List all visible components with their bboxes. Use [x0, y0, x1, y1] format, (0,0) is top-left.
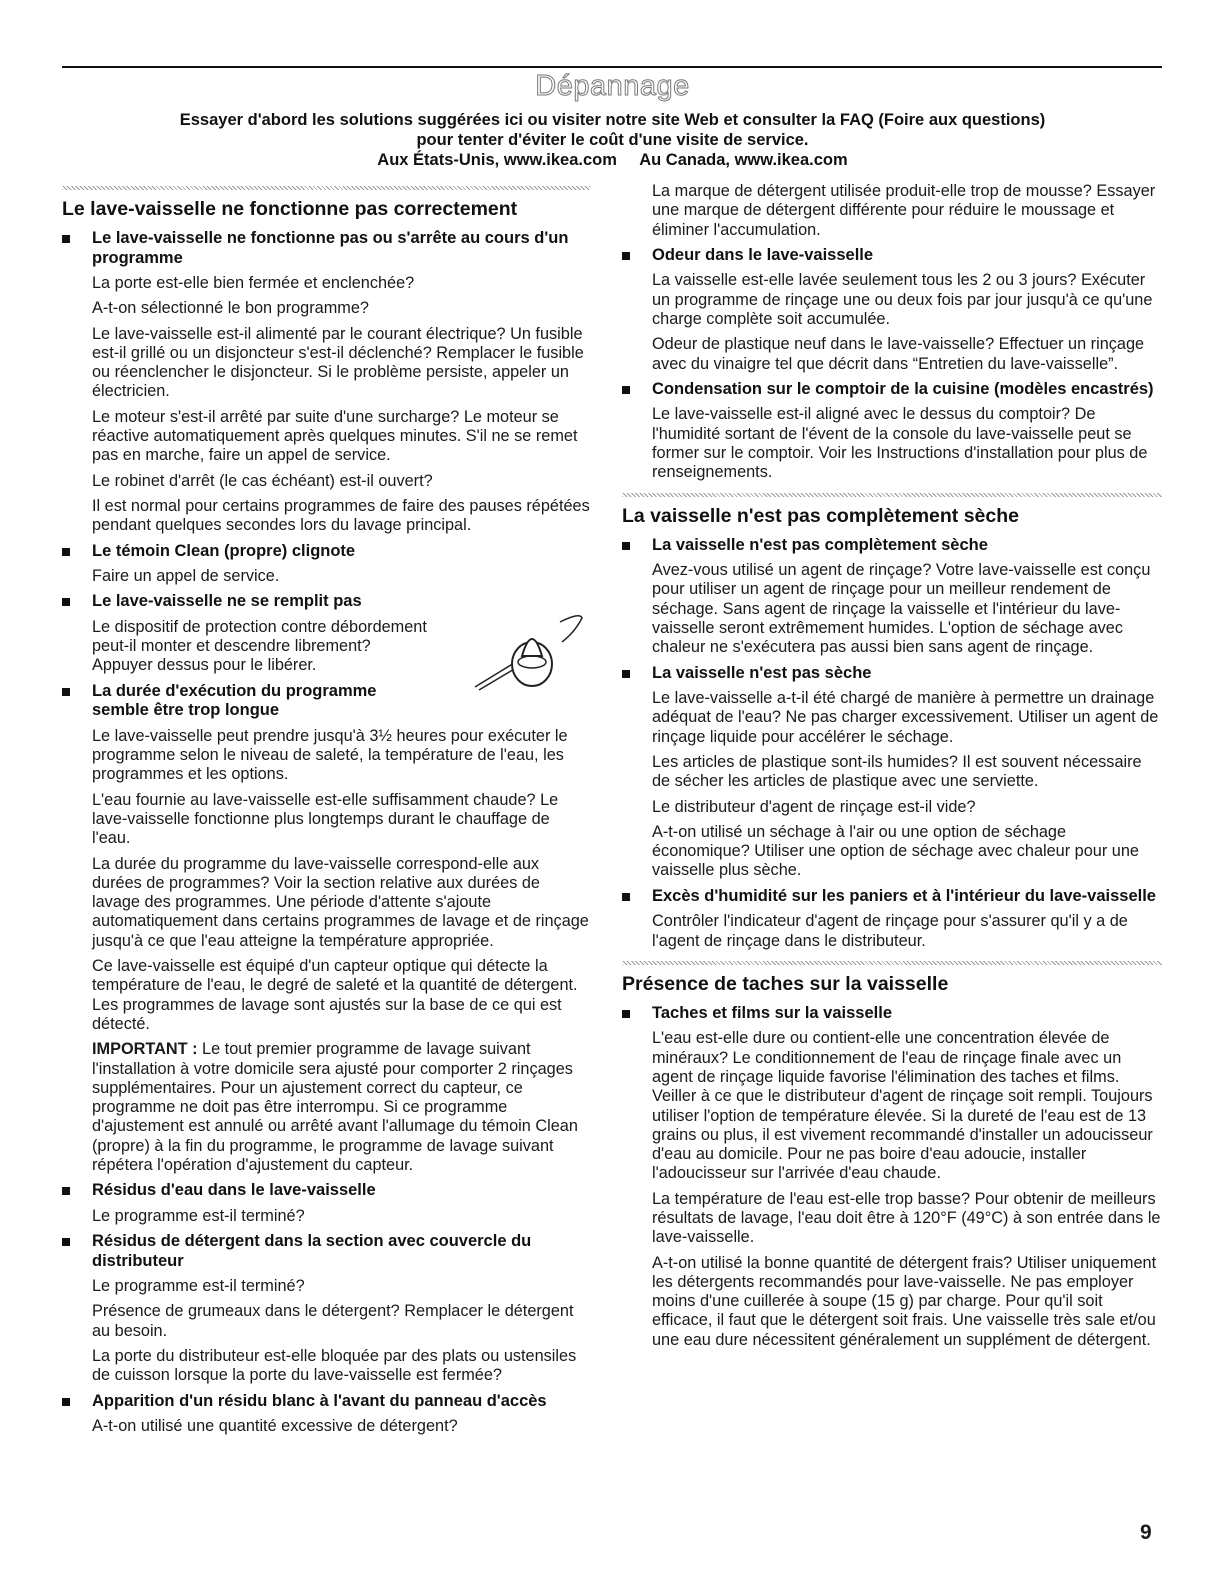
item-text: La porte du distributeur est-elle bloquée par des plats ou ustensiles de cuisson lorsque la porte du lave-vaisselle est fermée? [92, 1346, 577, 1385]
bullet-icon [622, 542, 630, 550]
item-text: Les articles de plastique sont-ils humides? Il est souvent nécessaire de sécher les articles de plastique avec une serviette. [652, 752, 1142, 791]
item-question: Excès d'humidité sur les paniers et à l'intérieur du lave-vaisselle [652, 886, 1156, 905]
list-item [62, 1181, 590, 1226]
item-question: La vaisselle n'est pas complètement sèche [652, 535, 988, 554]
section-divider [622, 961, 1162, 965]
item-text: Le robinet d'arrêt (le cas échéant) est-il ouvert? [92, 471, 433, 490]
important-note [92, 1040, 590, 1175]
list-item [622, 1004, 1162, 1350]
list-item [622, 380, 1162, 483]
item-text: Le dispositif de protection contre débordement peut-il monter et descendre librement? Appuyer dessus pour le libérer. [92, 617, 427, 675]
item-text: Odeur de plastique neuf dans le lave-vaisselle? Effectuer un rinçage avec du vinaigre tel que décrit dans “Entretien du lave-vaisselle”. [652, 335, 1145, 373]
item-text: Le programme est-il terminé? [92, 1206, 305, 1225]
list-item [622, 246, 1162, 374]
item-question: Résidus d'eau dans le lave-vaisselle [92, 1181, 376, 1200]
page-number: 9 [1140, 1521, 1152, 1544]
item-text: La vaisselle est-elle lavée seulement tous les 2 ou 3 jours? Exécuter un programme de rinçage une ou deux fois par jour jusqu'à ce qu'une charge complète soit accumulée. [652, 271, 1153, 328]
bullet-icon [62, 1238, 70, 1246]
item-question: Taches et films sur la vaisselle [652, 1003, 892, 1022]
bullet-icon [62, 235, 70, 243]
item-question: Le témoin Clean (propre) clignote [92, 541, 356, 560]
item-text: La température de l'eau est-elle trop basse? Pour obtenir de meilleurs résultats de lavage, l'eau doit être à 120°F (49°C) à son entrée dans le lave-vaisselle. [652, 1189, 1161, 1247]
bullet-icon [62, 598, 70, 606]
item-text: A-t-on sélectionné le bon programme? [92, 299, 369, 318]
list-item [622, 887, 1162, 951]
item-text: La porte est-elle bien fermée et enclenchée? [92, 274, 415, 292]
list-item [622, 664, 1162, 881]
section-title: Le lave-vaisselle ne fonctionne pas correctement [62, 198, 518, 220]
section-title: Présence de taches sur la vaisselle [622, 972, 949, 995]
intro-line-2: pour tenter d'éviter le coût d'une visite de service. [416, 131, 809, 149]
list-item-continued [622, 182, 1162, 240]
bullet-icon [62, 688, 70, 696]
item-text: A-t-on utilisé la bonne quantité de détergent frais? Utiliser uniquement les détergents recommandés pour lave-vaisselle. Ne pas employer moins d'une cuillerée à soupe (15 g) par charge. Pour qu'il soit efficace, il faut que le détergent soit frais. Une vaisselle très sale et/ou une eau dure nécessitent généralement un supplément de détergent. [652, 1253, 1157, 1349]
intro-line-3: Aux États-Unis, www.ikea.com Au Canada, www.ikea.com [377, 151, 848, 169]
item-text: Il est normal pour certains programmes de faire des pauses répétées pendant quelques secondes lors du lavage principal. [92, 496, 590, 535]
list-item [62, 592, 590, 675]
item-text: Présence de grumeaux dans le détergent? Remplacer le détergent au besoin. [92, 1302, 574, 1340]
bullet-icon [62, 548, 70, 556]
right-column [622, 182, 1162, 1356]
item-text: Le lave-vaisselle est-il aligné avec le dessus du comptoir? De l'humidité sortant de l'évent de la console du lave-vaisselle peut se former sur le comptoir. Voir les Instructions d'installation pour plus de renseignements. [652, 405, 1148, 482]
list-item [62, 1232, 590, 1385]
important-label: IMPORTANT : [92, 1040, 198, 1059]
item-question: Condensation sur le comptoir de la cuisine (modèles encastrés) [652, 379, 1154, 398]
bullet-icon [622, 893, 630, 901]
item-text: L'eau est-elle dure ou contient-elle une concentration élevée de minéraux? Le conditionnement de l'eau de rinçage finale avec un agent de rinçage liquide favorise l'élimination des taches et films. Veiller à ce que le distributeur d'agent de rinçage soit rempli. Toujours utiliser l'option de température élevée. Si la dureté de l'eau est de 13 grains ou plus, il est vivement recommandé d'installer un adoucisseur d'eau au domicile. Pour ne pas boire d'eau adoucie, installer l'adoucisseur sur l'arrivée d'eau chaude. [652, 1029, 1153, 1183]
bullet-icon [62, 1398, 70, 1406]
bullet-icon [622, 386, 630, 394]
important-text: Le tout premier programme de lavage suivant l'installation à votre domicile sera ajusté pour comporter 2 rinçages supplémentaires. Pour un ajustement correct du capteur, ce programme ne doit pas être interrompu. Si ce programme d'ajustement est annulé ou arrêté avant l'allumage du témoin Clean (propre) à la fin du programme, le programme de lavage suivant répétera l'opération d'ajustement du capteur. [92, 1040, 578, 1174]
bullet-icon [622, 670, 630, 678]
item-text: Contrôler l'indicateur d'agent de rinçage pour s'assurer qu'il y a de l'agent de rinçage dans le distributeur. [652, 912, 1128, 950]
item-question: La vaisselle n'est pas sèche [652, 663, 872, 682]
overfill-protector-icon [470, 612, 590, 692]
item-text: A-t-on utilisé une quantité excessive de détergent? [92, 1417, 458, 1436]
item-question: La durée d'exécution du programme semble être trop longue [92, 681, 377, 720]
bullet-icon [622, 1010, 630, 1018]
list-item [62, 542, 590, 587]
list-item [62, 229, 590, 536]
item-text: Ce lave-vaisselle est équipé d'un capteur optique qui détecte la température de l'eau, le degré de saleté et la quantité de détergent. Les programmes de lavage sont ajustés sur la base de ce qui est détecté. [92, 957, 578, 1033]
item-text: Le lave-vaisselle est-il alimenté par le courant électrique? Un fusible est-il grillé ou un disjoncteur s'est-il déclenché? Remplacer le fusible ou réenclencher le disjoncteur. Si le problème persiste, appeler un électricien. [92, 324, 584, 401]
item-text: L'eau fournie au lave-vaisselle est-elle suffisamment chaude? Le lave-vaisselle fonctionne plus longtemps durant le chauffage de l'eau. [92, 790, 559, 848]
section-title: La vaisselle n'est pas complètement sèche [622, 504, 1019, 527]
bullet-icon [622, 252, 630, 260]
left-column [62, 186, 590, 1442]
item-text: Le moteur s'est-il arrêté par suite d'une surcharge? Le moteur se réactive automatiquement après quelques minutes. S'il ne se remet pas en marche, faire un appel de service. [92, 407, 578, 465]
list-item [622, 536, 1162, 658]
top-rule [62, 66, 1162, 68]
intro-line-1: Essayer d'abord les solutions suggérées ici ou visiter notre site Web et consulter la FAQ (Foire aux questions) [179, 111, 1046, 129]
intro-text [0, 110, 1225, 170]
item-text: La marque de détergent utilisée produit-elle trop de mousse? Essayer une marque de détergent différente pour réduire le moussage et éliminer l'accumulation. [652, 182, 1156, 239]
item-question: Le lave-vaisselle ne se remplit pas [92, 592, 362, 611]
list-item [62, 682, 590, 1176]
section-divider [622, 493, 1162, 497]
section-dry [622, 493, 1162, 951]
item-text: La durée du programme du lave-vaisselle correspond-elle aux durées de programmes? Voir la section relative aux durées de lavage des programmes. Une période d'attente s'ajoute automatiquement dans certains programmes de lavage et de rinçage jusqu'à ce que l'eau atteigne la température appropriée. [92, 854, 589, 950]
item-text: Le distributeur d'agent de rinçage est-il vide? [652, 797, 976, 816]
section-spots [622, 961, 1162, 1350]
item-text: Le lave-vaisselle peut prendre jusqu'à 3½ heures pour exécuter le programme selon le niveau de saleté, la température de l'eau, les programmes et les options. [92, 726, 568, 784]
item-question: Odeur dans le lave-vaisselle [652, 245, 874, 264]
item-question: Le lave-vaisselle ne fonctionne pas ou s'arrête au cours d'un programme [92, 229, 569, 267]
section-divider [62, 186, 590, 190]
list-item [62, 1392, 590, 1437]
item-text: Le lave-vaisselle a-t-il été chargé de manière à permettre un drainage adéquat de l'eau? Ne pas charger excessivement. Utiliser un agent de rinçage liquide pour accélérer le séchage. [652, 689, 1159, 746]
bullet-icon [62, 1187, 70, 1195]
item-question: Résidus de détergent dans la section avec couvercle du distributeur [92, 1232, 532, 1270]
page-title: Dépannage [535, 70, 690, 102]
item-text: Avez-vous utilisé un agent de rinçage? Votre lave-vaisselle est conçu pour utiliser un agent de rinçage pour un meilleur rendement de séchage. Sans agent de rinçage la vaisselle et l'intérieur du lave-vaisselle seront extrêmement humides. L'option de séchage avec chaleur ne s'exécutera pas aussi bien sans agent de rinçage. [652, 561, 1151, 657]
item-text: A-t-on utilisé un séchage à l'air ou une option de séchage économique? Utiliser une option de séchage avec chaleur pour une vaisselle plus sèche. [652, 822, 1139, 880]
item-question: Apparition d'un résidu blanc à l'avant du panneau d'accès [92, 1391, 547, 1410]
float-wrap [92, 618, 590, 676]
item-text: Faire un appel de service. [92, 567, 280, 586]
item-text: Le programme est-il terminé? [92, 1277, 305, 1296]
